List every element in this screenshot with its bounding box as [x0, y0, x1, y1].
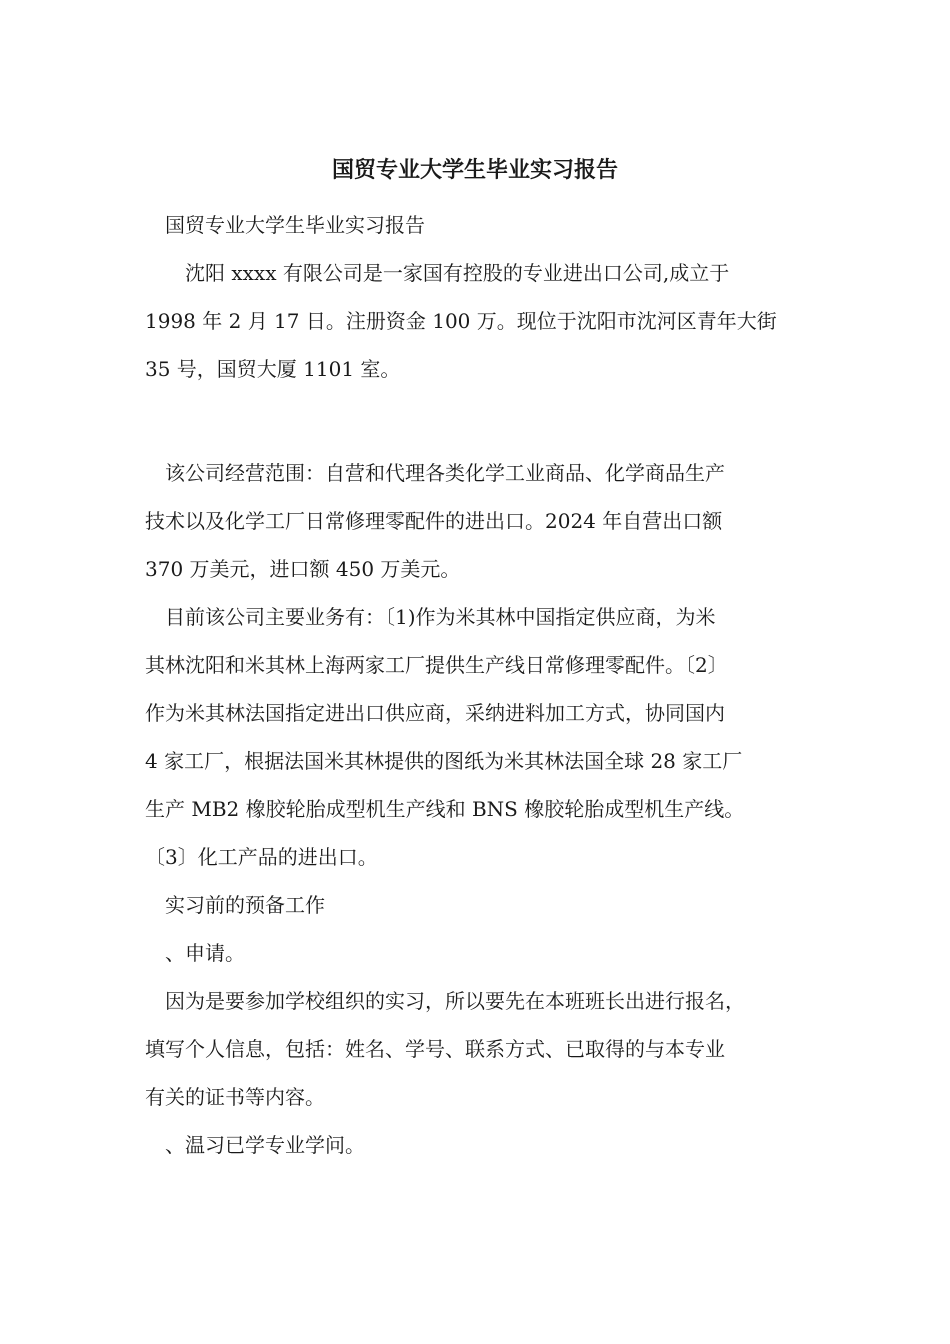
document-body-main — [145, 449, 815, 1169]
paragraph-line: 填写个人信息，包括：姓名、学号、联系方式、已取得的与本专业 — [145, 1037, 725, 1061]
paragraph-line: 技术以及化学工厂日常修理零配件的进出口。2024 年自营出口额 — [145, 509, 723, 533]
paragraph-line: 有关的证书等内容。 — [145, 1085, 325, 1109]
paragraph-line: 生产 MB2 橡胶轮胎成型机生产线和 BNS 橡胶轮胎成型机生产线。 — [145, 797, 745, 821]
paragraph-line: 目前该公司主要业务有：〔1)作为米其林中国指定供应商，为米 — [165, 605, 716, 629]
paragraph-line: 35 号，国贸大厦 1101 室。 — [145, 357, 401, 381]
paragraph-line: 4 家工厂，根据法国米其林提供的图纸为米其林法国全球 28 家工厂 — [145, 749, 743, 773]
paragraph-line: 其林沈阳和米其林上海两家工厂提供生产线日常修理零配件。〔2〕 — [145, 653, 728, 677]
document-title: 国贸专业大学生毕业实习报告 — [331, 157, 618, 183]
paragraph-line: 沈阳 xxxx 有限公司是一家国有控股的专业进出口公司,成立于 — [185, 261, 730, 285]
paragraph-line: 作为米其林法国指定进出口供应商，采纳进料加工方式，协同国内 — [145, 701, 725, 725]
subtitle-line: 国贸专业大学生毕业实习报告 — [165, 213, 425, 237]
paragraph-line: 1998 年 2 月 17 日。注册资金 100 万。现位于沈阳市沈河区青年大街 — [145, 309, 777, 333]
section-heading: 实习前的预备工作 — [165, 893, 325, 917]
list-item: 、温习已学专业学问。 — [165, 1133, 365, 1157]
paragraph-line: 370 万美元，进口额 450 万美元。 — [145, 557, 461, 581]
paragraph-line: 该公司经营范围：自营和代理各类化学工业商品、化学商品生产 — [165, 461, 725, 485]
paragraph-line: 〔3〕化工产品的进出口。 — [145, 845, 378, 869]
list-item: 、申请。 — [165, 941, 245, 965]
document-body-top — [145, 201, 815, 393]
paragraph-line: 因为是要参加学校组织的实习，所以要先在本班班长出进行报名， — [165, 989, 745, 1013]
